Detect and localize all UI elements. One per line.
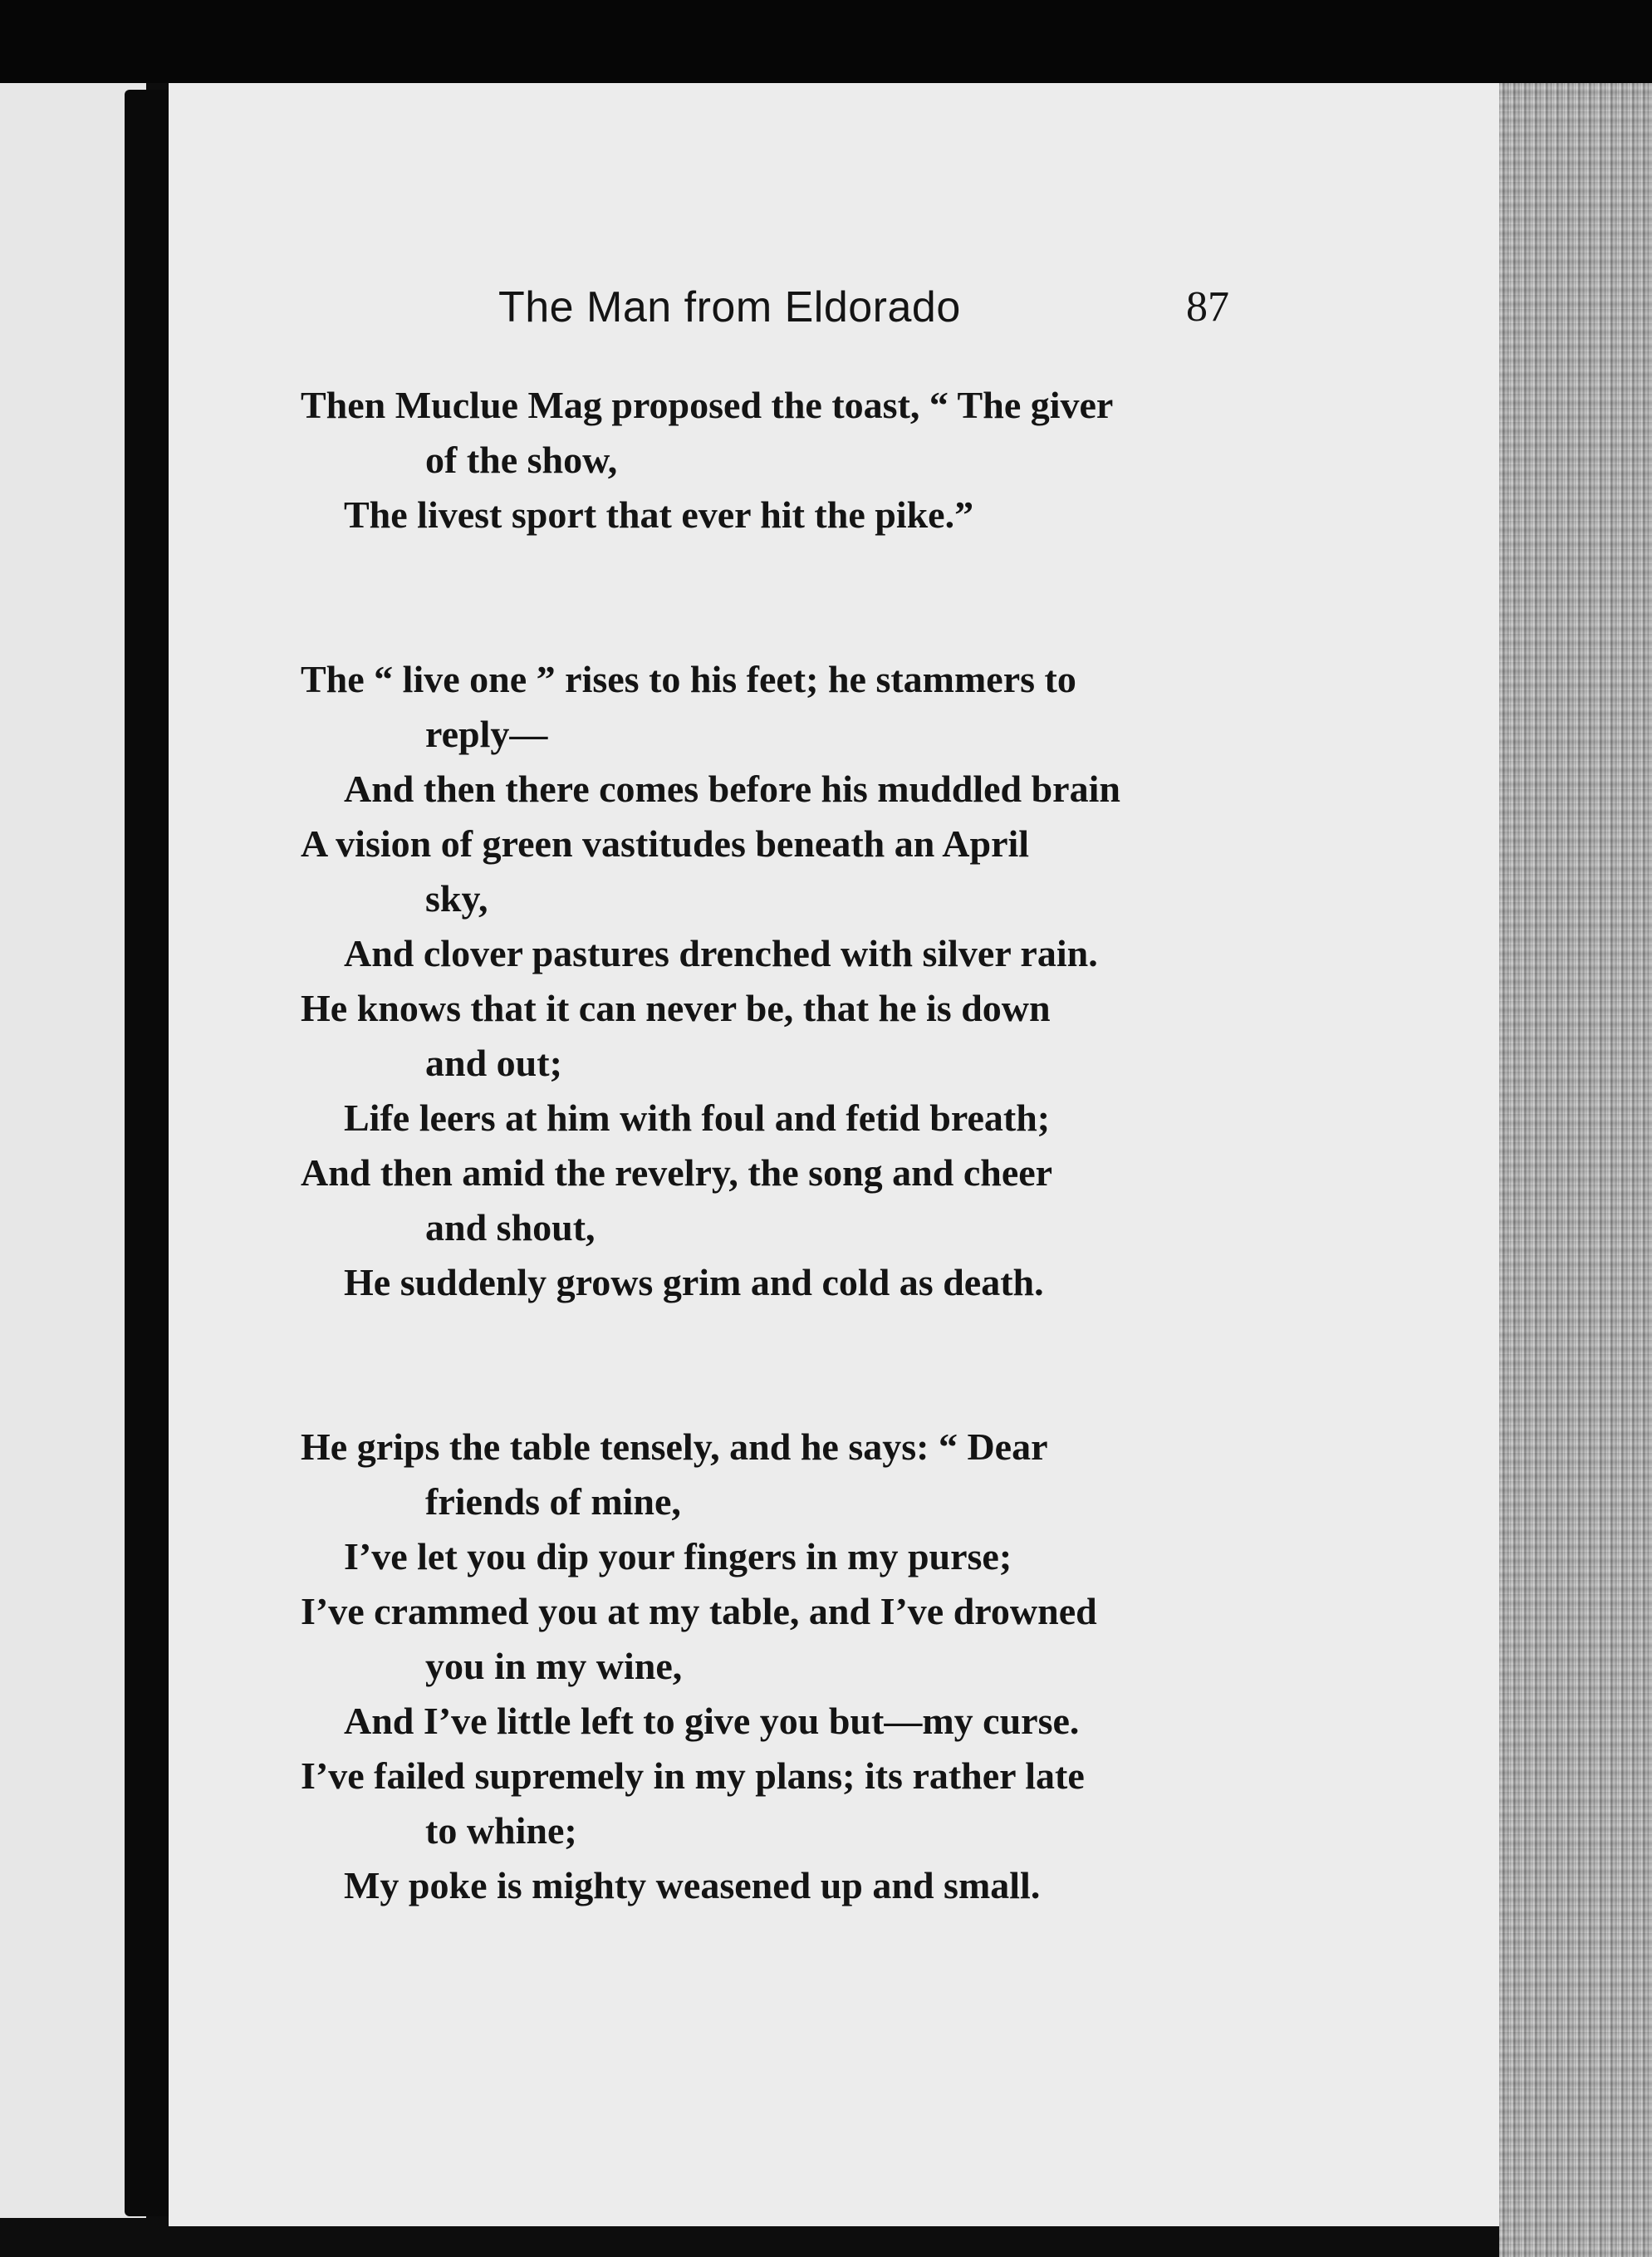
stanza <box>301 1420 1248 1913</box>
verse-line: Then Muclue Mag proposed the toast, “ The giver <box>301 384 1114 426</box>
verse-line: sky, <box>425 877 488 920</box>
verse-line: The “ live one ” rises to his feet; he stammers to <box>301 658 1076 700</box>
verse-line: of the show, <box>425 439 618 481</box>
verse-line: A vision of green vastitudes beneath an April <box>301 822 1030 865</box>
verse-line: to whine; <box>425 1809 577 1852</box>
verse-line: you in my wine, <box>425 1645 683 1687</box>
verse-line: reply— <box>425 713 548 755</box>
verse-line: The livest sport that ever hit the pike.” <box>344 493 974 536</box>
verse-line: and shout, <box>425 1206 596 1249</box>
poem-body <box>301 378 1248 2023</box>
verse-line: He suddenly grows grim and cold as death. <box>344 1261 1044 1303</box>
verse-line: My poke is mighty weasened up and small. <box>344 1864 1041 1906</box>
page-edges-stack <box>1499 83 1652 2257</box>
stanza <box>301 652 1248 1310</box>
verse-line: And I’ve little left to give you but—my curse. <box>344 1700 1080 1742</box>
verse-line: I’ve failed supremely in my plans; its rather late <box>301 1754 1085 1797</box>
running-title: The Man from Eldorado <box>498 283 961 331</box>
verse-line: And then there comes before his muddled brain <box>344 768 1120 810</box>
page-number: 87 <box>1186 283 1229 331</box>
verse-line: friends of mine, <box>425 1480 681 1523</box>
verse-line: He knows that it can never be, that he is down <box>301 987 1051 1029</box>
verse-line: And clover pastures drenched with silver rain. <box>344 932 1098 974</box>
book-spine-shadow <box>125 90 173 2216</box>
verse-line: I’ve let you dip your fingers in my purse; <box>344 1535 1012 1577</box>
running-header <box>498 274 1229 341</box>
verse-line: He grips the table tensely, and he says: “ Dear <box>301 1425 1048 1468</box>
stanza <box>301 378 1248 542</box>
scan-top-border <box>0 0 1652 83</box>
verse-line: I’ve crammed you at my table, and I’ve drowned <box>301 1590 1097 1632</box>
verse-line: and out; <box>425 1042 562 1084</box>
verse-line: And then amid the revelry, the song and cheer <box>301 1151 1053 1194</box>
verse-line: Life leers at him with foul and fetid breath; <box>344 1097 1051 1139</box>
